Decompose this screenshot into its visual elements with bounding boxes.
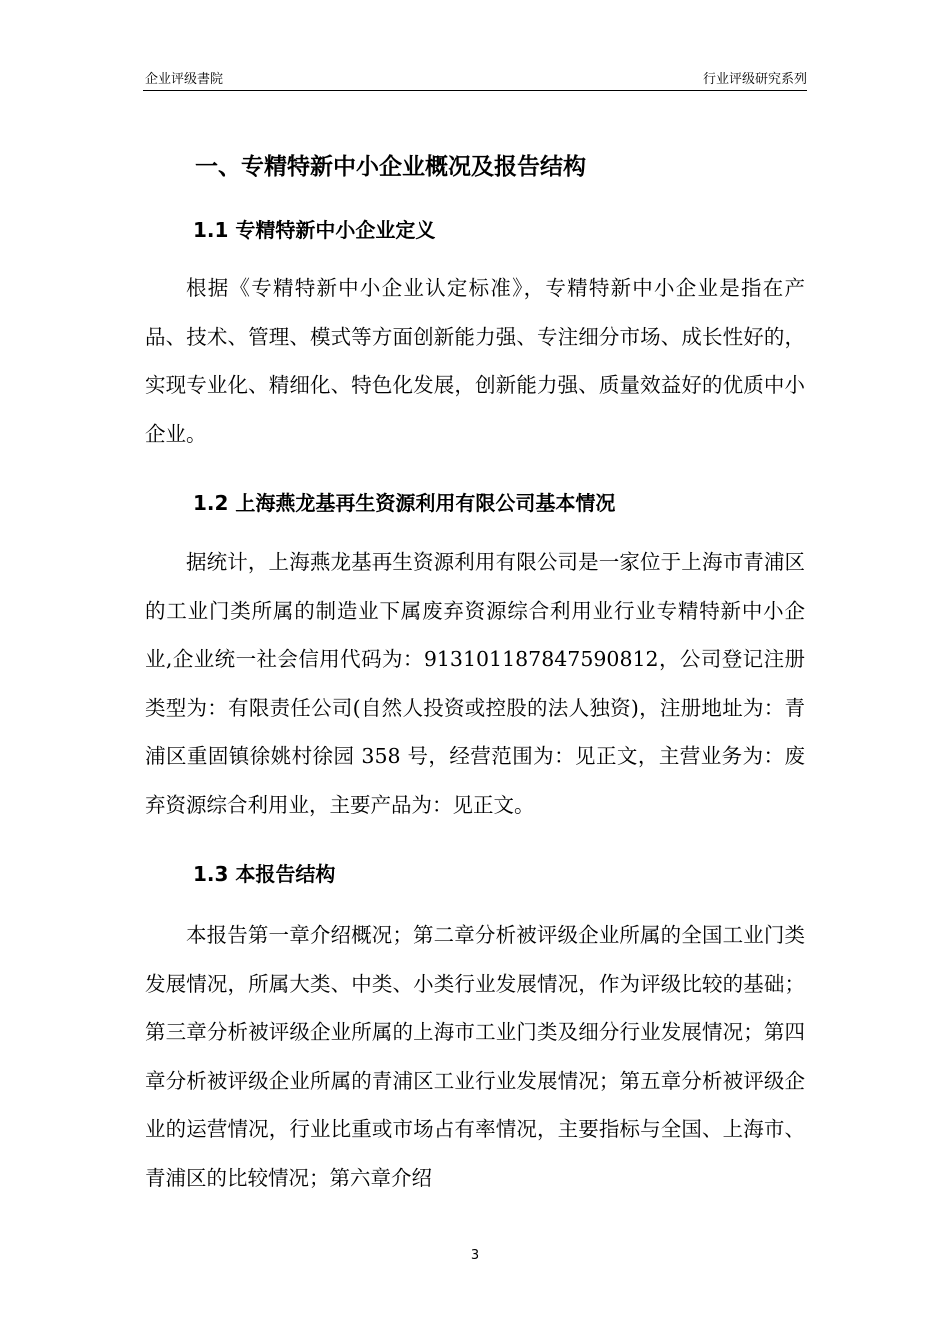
header-left-text: 企业评级書院 <box>145 72 224 87</box>
subsection-title-1-3: 1.3 本报告结构 <box>193 862 336 886</box>
paragraph-company-info: 据统计，上海燕龙基再生资源利用有限公司是一家位于上海市青浦区的工业门类所属的制造业下属废弃资源综合利用业行业专精特新中小企业,企业统一社会信用代码为：913101187847590812，公司登记注册类型为：有限责任公司(自然人投资或控股的法人独资)，注册地址为：青浦区重固镇徐姚村徐园 358 号，经营范围为：见正文，主营业务为：废弃资源综合利用业，主要产品为：见正文。 <box>145 550 805 817</box>
subsection-title-1-2: 1.2 上海燕龙基再生资源利用有限公司基本情况 <box>193 491 616 515</box>
page-number: 3 <box>470 1248 480 1263</box>
subsection-title-1-1: 1.1 专精特新中小企业定义 <box>193 218 436 242</box>
paragraph-report-structure: 本报告第一章介绍概况；第二章分析被评级企业所属的全国工业门类发展情况，所属大类、中类、小类行业发展情况，作为评级比较的基础；第三章分析被评级企业所属的上海市工业门类及细分行业发展情况；第四章分析被评级企业所属的青浦区工业行业发展情况；第五章分析被评级企业的运营情况，行业比重或市场占有率情况，主要指标与全国、上海市、青浦区的比较情况；第六章介绍 <box>145 923 805 1190</box>
paragraph-definition: 根据《专精特新中小企业认定标准》，专精特新中小企业是指在产品、技术、管理、模式等方面创新能力强、专注细分市场、成长性好的，实现专业化、精细化、特色化发展，创新能力强、质量效益好的优质中小企业。 <box>145 276 805 446</box>
header-right-text: 行业评级研究系列 <box>702 72 807 87</box>
header-divider <box>143 90 807 91</box>
section-title: 一、专精特新中小企业概况及报告结构 <box>195 154 586 180</box>
